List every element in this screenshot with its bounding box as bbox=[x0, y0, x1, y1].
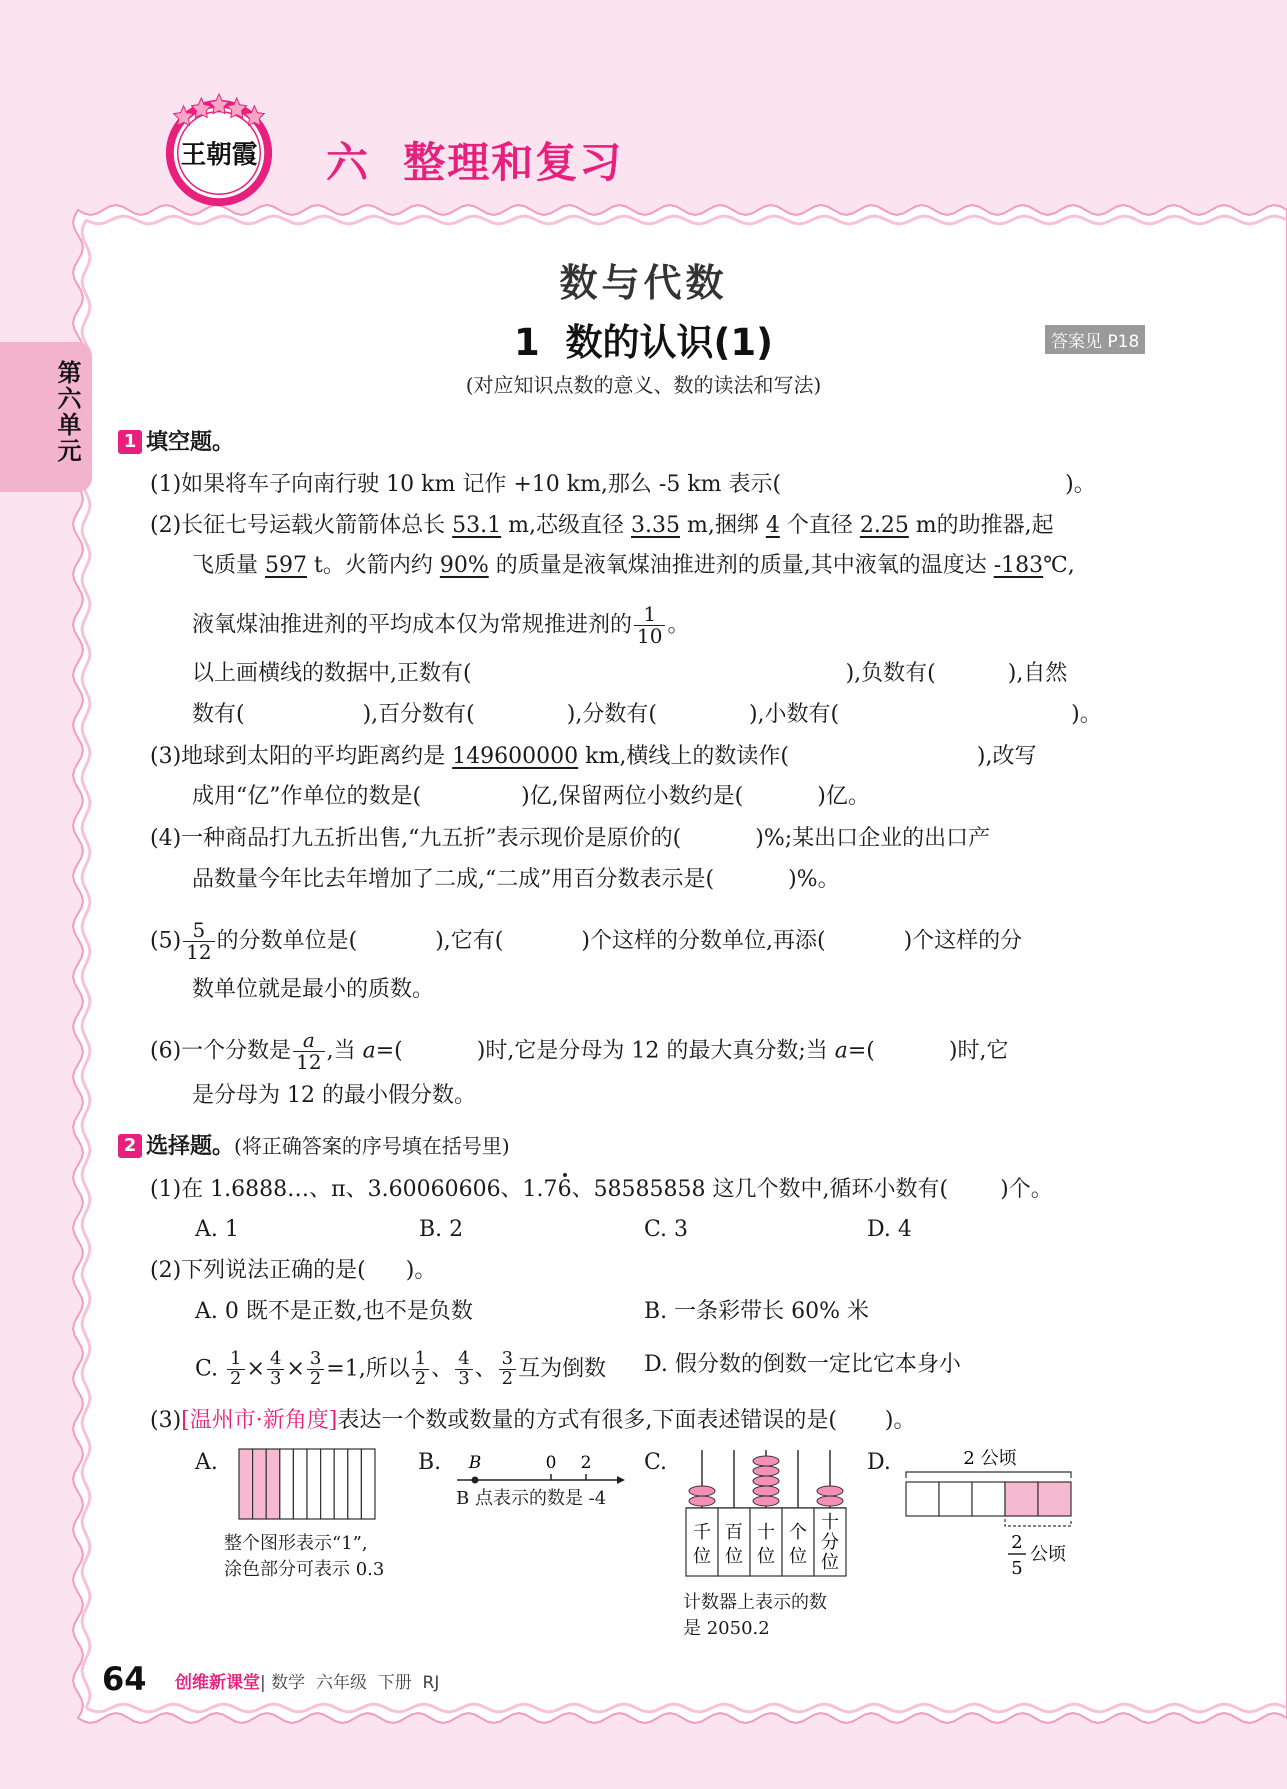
footer-brand: 创维新课堂 bbox=[175, 1673, 260, 1693]
q1-part2-line5: 数有( ),百分数有( ),分数有( ),小数有( )。 bbox=[192, 702, 1102, 727]
cell bbox=[307, 1449, 321, 1519]
cell bbox=[280, 1449, 294, 1519]
abacus-bead bbox=[817, 1496, 843, 1506]
abacus-bead bbox=[753, 1496, 779, 1506]
abacus-bead bbox=[753, 1466, 779, 1476]
figure-b-caption: B 点表示的数是 -4 bbox=[456, 1488, 607, 1509]
figure-d-total-label: 2 公顷 bbox=[963, 1448, 1017, 1469]
part bbox=[939, 1482, 972, 1516]
q2-part2: (2)下列说法正确的是( )。 bbox=[150, 1258, 437, 1283]
abacus-bead bbox=[753, 1476, 779, 1486]
part bbox=[906, 1482, 939, 1516]
answer-reference-badge: 答案见 P18 bbox=[1045, 325, 1145, 354]
option-a[interactable]: A. 0 既不是正数,也不是负数 bbox=[195, 1299, 473, 1324]
svg-text:十: 十 bbox=[821, 1512, 839, 1533]
option-c[interactable]: C. 3 bbox=[644, 1217, 689, 1242]
page-number: 64 bbox=[102, 1660, 147, 1698]
shaded-cell bbox=[266, 1449, 280, 1519]
figure-d-bar bbox=[900, 1448, 1080, 1580]
section-title: 数与代数 bbox=[559, 261, 728, 305]
option-b[interactable]: B. 一条彩带长 60% 米 bbox=[644, 1299, 870, 1324]
q1-part2-line1: (2)长征七号运载火箭箭体总长 53.1 m,芯级直径 3.35 m,捆绑 4 个直径 2.25 m的助推器,起 bbox=[150, 513, 1054, 538]
figure-a-caption-1: 整个图形表示“1”, bbox=[224, 1533, 368, 1554]
q1-part2-line4: 以上画横线的数据中,正数有( ),负数有( ),自然 bbox=[192, 661, 1068, 686]
number-line-point bbox=[472, 1477, 479, 1484]
q2-part1: (1)在 1.6888…、π、3.60060606、1.76、58585858 这几个数中,循环小数有( )个。 bbox=[150, 1177, 1053, 1202]
lesson-subtitle: (对应知识点数的意义、数的读法和写法) bbox=[465, 373, 822, 397]
svg-text:位: 位 bbox=[693, 1546, 711, 1567]
cell bbox=[321, 1449, 335, 1519]
question-2-heading bbox=[118, 1131, 510, 1162]
publisher-logo bbox=[160, 92, 278, 210]
shaded-cell bbox=[253, 1449, 267, 1519]
option-b[interactable]: B. 2 bbox=[419, 1217, 464, 1242]
svg-text:千: 千 bbox=[693, 1522, 711, 1543]
svg-text:位: 位 bbox=[789, 1546, 807, 1567]
svg-text:王朝霞: 王朝霞 bbox=[180, 139, 258, 170]
fraction: $\frac{5}{12}$ bbox=[183, 920, 214, 963]
figure-c-caption-1: 计数器上表示的数 bbox=[683, 1592, 827, 1613]
figure-d-unit: 公顷 bbox=[1030, 1544, 1066, 1565]
lesson-title: 1 数的认识(1) bbox=[513, 321, 774, 364]
question-number-badge: 1 bbox=[118, 430, 142, 454]
question-title: 选择题。 bbox=[146, 1134, 235, 1159]
fraction: $\frac{a}{12}$ bbox=[293, 1030, 324, 1073]
q1-part6-line1: (6)一个分数是 $\frac{a}{12}$ ,当 a=( )时,它是分母为 12 的最大真分数;当 a=( )时,它 bbox=[150, 1028, 1009, 1074]
part bbox=[972, 1482, 1005, 1516]
svg-text:B: B bbox=[468, 1453, 482, 1473]
question-number-badge: 2 bbox=[118, 1134, 142, 1158]
q1-part4-line2: 品数量今年比去年增加了二成,“二成”用百分数表示是( )%。 bbox=[192, 867, 840, 892]
unit-side-tab-label: 第六单元 bbox=[53, 360, 81, 464]
q1-part3-line2: 成用“亿”作单位的数是( )亿,保留两位小数约是( )亿。 bbox=[192, 784, 870, 809]
q1-part4-line1: (4)一种商品打九五折出售,“九五折”表示现价是原价的( )%;某出口企业的出口产 bbox=[150, 826, 991, 851]
abacus-bead bbox=[689, 1486, 715, 1496]
cell bbox=[293, 1449, 307, 1519]
abacus-bead bbox=[689, 1496, 715, 1506]
abacus-bead bbox=[753, 1456, 779, 1466]
figure-c-caption-2: 是 2050.2 bbox=[683, 1618, 770, 1639]
q1-part5-line1: (5) $\frac{5}{12}$ 的分数单位是( ),它有( )个这样的分数单位,再添( )个这样的分 bbox=[150, 918, 1023, 964]
svg-text:百: 百 bbox=[725, 1522, 743, 1543]
svg-text:十: 十 bbox=[757, 1522, 775, 1543]
footer-info: | 数学 六年级 下册 RJ bbox=[260, 1673, 440, 1693]
svg-text:分: 分 bbox=[821, 1532, 839, 1553]
q1-part6-line2: 是分母为 12 的最小假分数。 bbox=[192, 1083, 476, 1108]
question-note: (将正确答案的序号填在括号里) bbox=[234, 1134, 510, 1158]
q1-part3-line1: (3)地球到太阳的平均距离约是 149600000 km,横线上的数读作( ),改写 bbox=[150, 744, 1037, 769]
option-d[interactable]: D. 假分数的倒数一定比它本身小 bbox=[644, 1352, 961, 1377]
q2-part3: (3)[温州市·新角度]表达一个数或数量的方式有很多,下面表述错误的是( )。 bbox=[150, 1408, 916, 1433]
figure-a-label[interactable]: A. bbox=[195, 1450, 218, 1475]
option-c[interactable]: C. $\frac{1}{2}$ × $\frac{4}{3}$ × $\frac{3}{2}$ =1,所以 $\frac{1}{2}$ 、 $\frac{4}{3}$ 、 $\frac{3}{2}$ 互为倒数 bbox=[195, 1348, 607, 1389]
svg-text:位: 位 bbox=[725, 1546, 743, 1567]
q1-part2-line3: 液氧煤油推进剂的平均成本仅为常规推进剂的 $\frac{1}{10}$ 。 bbox=[192, 602, 690, 648]
shaded-cell bbox=[239, 1449, 253, 1519]
option-d[interactable]: D. 4 bbox=[867, 1217, 912, 1242]
cell bbox=[348, 1449, 362, 1519]
figure-a-caption-2: 涂色部分可表示 0.3 bbox=[224, 1559, 385, 1580]
figure-d-fraction-denominator: 5 bbox=[1011, 1558, 1023, 1579]
figure-b-label[interactable]: B. bbox=[418, 1450, 442, 1475]
svg-text:2: 2 bbox=[580, 1453, 592, 1473]
figure-a-grid bbox=[238, 1448, 388, 1520]
svg-text:个: 个 bbox=[789, 1522, 807, 1543]
figure-d-label[interactable]: D. bbox=[867, 1450, 891, 1475]
question-1-heading bbox=[118, 428, 234, 458]
q1-part5-line2: 数单位就是最小的质数。 bbox=[192, 977, 435, 1002]
abacus-bead bbox=[753, 1486, 779, 1496]
figure-c-abacus bbox=[680, 1448, 860, 1578]
option-a[interactable]: A. 1 bbox=[195, 1217, 239, 1242]
shaded-part bbox=[1005, 1482, 1038, 1516]
q1-part1: (1)如果将车子向南行驶 10 km 记作 +10 km,那么 -5 km 表示( )。 bbox=[150, 472, 1096, 497]
fraction: $\frac{1}{10}$ bbox=[634, 604, 665, 647]
shaded-part bbox=[1038, 1482, 1071, 1516]
cell bbox=[334, 1449, 348, 1519]
chapter-title: 六 整理和复习 bbox=[326, 138, 624, 187]
source-tag: [温州市·新角度] bbox=[181, 1408, 338, 1433]
q1-part2-line2: 飞质量 597 t。火箭内约 90% 的质量是液氧煤油推进剂的质量,其中液氧的温度达 -183℃, bbox=[192, 553, 1075, 578]
question-title: 填空题。 bbox=[146, 430, 235, 455]
svg-text:位: 位 bbox=[821, 1552, 839, 1573]
abacus-bead bbox=[817, 1486, 843, 1496]
figure-c-label[interactable]: C. bbox=[644, 1450, 668, 1475]
svg-text:0: 0 bbox=[545, 1453, 557, 1473]
cell bbox=[361, 1449, 375, 1519]
svg-text:位: 位 bbox=[757, 1546, 775, 1567]
footer-text bbox=[175, 1668, 439, 1693]
figure-d-fraction-numerator: 2 bbox=[1011, 1532, 1023, 1553]
